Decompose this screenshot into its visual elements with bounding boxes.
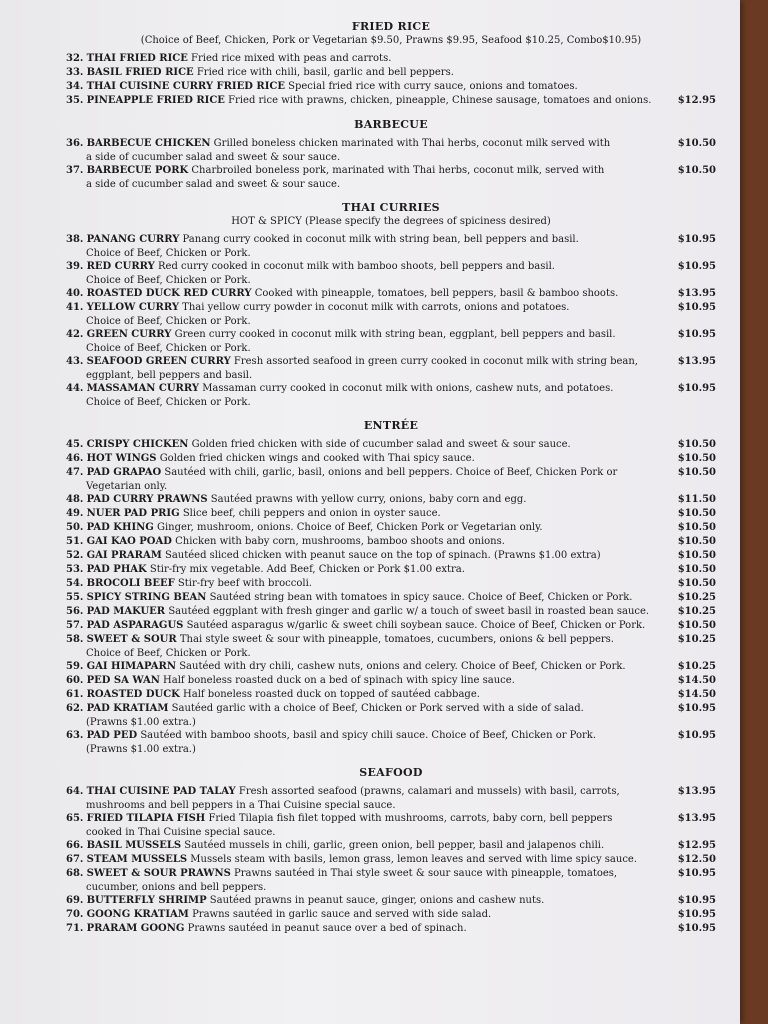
section-title: THAI CURRIES [342, 201, 440, 214]
item-name: CRISPY CHICKEN [86, 439, 189, 450]
menu-item [66, 328, 716, 342]
menu-item [66, 52, 716, 66]
item-price: $10.95 [677, 302, 716, 313]
item-description: Prawns sautéed in peanut sauce over a bed of spinach. [187, 923, 467, 934]
menu-item [66, 660, 716, 674]
item-number: 42. [66, 329, 84, 340]
menu-item [66, 674, 716, 688]
section-spacer [66, 409, 716, 419]
item-subtext: Choice of Beef, Chicken or Pork. [86, 397, 251, 408]
menu-section [66, 409, 716, 756]
item-price: $14.50 [677, 689, 716, 700]
menu-item [66, 80, 716, 94]
item-number: 38. [66, 234, 84, 245]
item-price: $10.95 [677, 234, 716, 245]
menu-item [66, 438, 716, 452]
section-title: BARBECUE [354, 118, 428, 131]
menu-section [66, 191, 716, 409]
item-name: PAD PED [86, 730, 138, 741]
item-subtext: cucumber, onions and bell peppers. [86, 882, 267, 893]
item-number: 52. [66, 550, 84, 561]
menu-item [66, 521, 716, 535]
section-note: HOT & SPICY (Please specify the degrees of spiciness desired) [231, 216, 551, 227]
menu-item [66, 619, 716, 633]
item-description: Fresh assorted seafood in green curry cooked in coconut milk with string bean, [233, 356, 638, 367]
menu-item [66, 591, 716, 605]
menu-section [66, 756, 716, 936]
item-subtext: Choice of Beef, Chicken or Pork. [86, 316, 251, 327]
item-name: BUTTERFLY SHRIMP [86, 895, 207, 906]
item-number: 61. [66, 689, 84, 700]
item-description: Slice beef, chili peppers and onion in oyster sauce. [182, 508, 441, 519]
item-number: 33. [66, 67, 84, 78]
menu-item [66, 493, 716, 507]
menu-item [66, 164, 716, 178]
item-name: PED SA WAN [86, 675, 160, 686]
item-price: $10.50 [677, 550, 716, 561]
item-name: SEAFOOD GREEN CURRY [86, 356, 231, 367]
menu-item [66, 94, 716, 108]
item-price: $10.95 [677, 261, 716, 272]
item-number: 71. [66, 923, 84, 934]
item-description: Sautéed prawns in peanut sauce, ginger, onions and cashew nuts. [209, 895, 545, 906]
item-description: Ginger, mushroom, onions. Choice of Beef, Chicken Pork or Vegetarian only. [156, 522, 543, 533]
item-subtext: Choice of Beef, Chicken or Pork. [86, 343, 251, 354]
item-price: $10.50 [677, 138, 716, 149]
menu-item [66, 839, 716, 853]
item-name: GOONG KRATIAM [86, 909, 189, 920]
item-price: $10.95 [677, 703, 716, 714]
menu-item [66, 577, 716, 591]
item-subtext: Choice of Beef, Chicken or Pork. [86, 648, 251, 659]
item-price: $10.50 [677, 536, 716, 547]
menu-item [66, 729, 716, 743]
item-description: Cooked with pineapple, tomatoes, bell peppers, basil & bamboo shoots. [254, 288, 619, 299]
item-name: SPICY STRING BEAN [86, 592, 207, 603]
item-number: 41. [66, 302, 84, 313]
item-price: $10.25 [677, 592, 716, 603]
item-subtext: Vegetarian only. [86, 481, 168, 492]
item-description: Thai yellow curry powder in coconut milk with carrots, onions and potatoes. [182, 302, 570, 313]
section-note: (Choice of Beef, Chicken, Pork or Vegetarian $9.50, Prawns $9.95, Seafood $10.25, Combo$10.95) [140, 35, 642, 46]
item-number: 55. [66, 592, 84, 603]
item-description: Red curry cooked in coconut milk with bamboo shoots, bell peppers and basil. [158, 261, 555, 272]
item-name: FRIED TILAPIA FISH [86, 813, 206, 824]
item-name: PAD MAKUER [86, 606, 166, 617]
menu-item [66, 922, 716, 936]
item-description: Sautéed mussels in chili, garlic, green onion, bell pepper, basil and jalapenos chili. [184, 840, 605, 851]
menu-item [66, 688, 716, 702]
item-description: Sautéed garlic with a choice of Beef, Chicken or Pork served with a side of salad. [171, 703, 584, 714]
item-number: 39. [66, 261, 84, 272]
item-price: $10.50 [677, 467, 716, 478]
item-number: 36. [66, 138, 84, 149]
item-subtext: a side of cucumber salad and sweet & sour sauce. [86, 179, 341, 190]
item-price: $13.95 [677, 786, 716, 797]
item-price: $10.50 [677, 564, 716, 575]
item-name: BROCOLI BEEF [86, 578, 175, 589]
item-name: STEAM MUSSELS [86, 854, 188, 865]
item-name: BASIL FRIED RICE [86, 67, 194, 78]
item-number: 62. [66, 703, 84, 714]
item-price: $10.95 [677, 909, 716, 920]
item-number: 44. [66, 383, 84, 394]
item-price: $12.50 [677, 854, 716, 865]
item-description: Golden fried chicken wings and cooked with Thai spicy sauce. [159, 453, 475, 464]
item-price: $10.50 [677, 453, 716, 464]
menu-item [66, 233, 716, 247]
item-price: $11.50 [677, 494, 716, 505]
item-price: $10.50 [677, 578, 716, 589]
menu-item [66, 785, 716, 799]
item-name: RED CURRY [86, 261, 155, 272]
menu-item [66, 812, 716, 826]
menu-item [66, 452, 716, 466]
item-number: 35. [66, 95, 84, 106]
item-subtext: Choice of Beef, Chicken or Pork. [86, 248, 251, 259]
section-spacer [66, 108, 716, 118]
item-name: PAD KHING [86, 522, 154, 533]
section-spacer [66, 191, 716, 201]
item-number: 50. [66, 522, 84, 533]
item-price: $13.95 [677, 356, 716, 367]
item-description: Fresh assorted seafood (prawns, calamari and mussels) with basil, carrots, [238, 786, 620, 797]
item-subtext: a side of cucumber salad and sweet & sour sauce. [86, 152, 341, 163]
item-subtext: cooked in Thai Cuisine special sauce. [86, 827, 276, 838]
item-description: Sautéed prawns with yellow curry, onions, baby corn and egg. [210, 494, 527, 505]
section-title: FRIED RICE [351, 20, 431, 33]
menu-item [66, 301, 716, 315]
menu-item [66, 260, 716, 274]
item-number: 45. [66, 439, 84, 450]
item-name: ROASTED DUCK [86, 689, 180, 700]
item-number: 47. [66, 467, 84, 478]
item-price: $13.95 [677, 288, 716, 299]
item-name: PAD KRATIAM [86, 703, 169, 714]
item-description: Sautéed asparagus w/garlic & sweet chili soybean sauce. Choice of Beef, Chicken or Pork. [186, 620, 646, 631]
item-name: PAD GRAPAO [86, 467, 162, 478]
item-subtext: eggplant, bell peppers and basil. [86, 370, 253, 381]
item-number: 60. [66, 675, 84, 686]
item-name: SWEET & SOUR [86, 634, 177, 645]
item-description: Charbroiled boneless pork, marinated with Thai herbs, coconut milk, served with [191, 165, 605, 176]
item-number: 37. [66, 165, 84, 176]
item-name: BARBECUE CHICKEN [86, 138, 211, 149]
item-description: Mussels steam with basils, lemon grass, lemon leaves and served with lime spicy sauce. [190, 854, 638, 865]
item-name: PAD CURRY PRAWNS [86, 494, 208, 505]
item-name: THAI CUISINE CURRY FRIED RICE [86, 81, 285, 92]
item-name: THAI CUISINE PAD TALAY [86, 786, 236, 797]
item-number: 46. [66, 453, 84, 464]
item-subtext: mushrooms and bell peppers in a Thai Cuisine special sauce. [86, 800, 396, 811]
item-price: $13.95 [677, 813, 716, 824]
item-price: $10.95 [677, 895, 716, 906]
item-price: $14.50 [677, 675, 716, 686]
item-number: 57. [66, 620, 84, 631]
item-price: $10.25 [677, 661, 716, 672]
item-description: Sautéed with dry chili, cashew nuts, onions and celery. Choice of Beef, Chicken or Pork. [179, 661, 626, 672]
item-name: NUER PAD PRIG [86, 508, 180, 519]
section-title: SEAFOOD [359, 766, 423, 779]
item-name: BASIL MUSSELS [86, 840, 182, 851]
item-number: 68. [66, 868, 84, 879]
item-number: 59. [66, 661, 84, 672]
menu-item [66, 507, 716, 521]
item-description: Thai style sweet & sour with pineapple, tomatoes, cucumbers, onions & bell peppers. [179, 634, 614, 645]
menu-item [66, 549, 716, 563]
item-description: Fried rice mixed with peas and carrots. [191, 53, 392, 64]
menu-item [66, 894, 716, 908]
section-spacer [66, 756, 716, 766]
menu-section [66, 20, 716, 108]
item-price: $10.95 [677, 329, 716, 340]
item-description: Half boneless roasted duck on topped of sautéed cabbage. [183, 689, 480, 700]
menu-item [66, 466, 716, 480]
item-number: 69. [66, 895, 84, 906]
item-name: GAI PRARAM [86, 550, 162, 561]
item-description: Half boneless roasted duck on a bed of spinach with spicy line sauce. [163, 675, 515, 686]
menu-item [66, 633, 716, 647]
item-number: 66. [66, 840, 84, 851]
item-subtext: Choice of Beef, Chicken or Pork. [86, 275, 251, 286]
menu-item [66, 563, 716, 577]
item-description: Chicken with baby corn, mushrooms, bamboo shoots and onions. [175, 536, 505, 547]
menu-item [66, 908, 716, 922]
item-price: $10.25 [677, 606, 716, 617]
item-number: 34. [66, 81, 84, 92]
menu-item [66, 137, 716, 151]
item-price: $10.95 [677, 383, 716, 394]
item-name: YELLOW CURRY [86, 302, 179, 313]
item-name: PAD ASPARAGUS [86, 620, 184, 631]
item-price: $10.50 [677, 620, 716, 631]
item-price: $10.50 [677, 439, 716, 450]
item-number: 43. [66, 356, 84, 367]
item-description: Stir-fry beef with broccoli. [177, 578, 312, 589]
item-subtext: (Prawns $1.00 extra.) [86, 717, 196, 728]
item-price: $10.50 [677, 522, 716, 533]
item-description: Massaman curry cooked in coconut milk with onions, cashew nuts, and potatoes. [202, 383, 614, 394]
item-description: Sautéed eggplant with fresh ginger and garlic w/ a touch of sweet basil in roasted bean sauce. [168, 606, 650, 617]
menu-item [66, 287, 716, 301]
menu-item [66, 535, 716, 549]
item-price: $10.95 [677, 923, 716, 934]
item-name: PAD PHAK [86, 564, 147, 575]
item-number: 40. [66, 288, 84, 299]
item-name: THAI FRIED RICE [86, 53, 188, 64]
item-description: Panang curry cooked in coconut milk with string bean, bell peppers and basil. [182, 234, 579, 245]
item-subtext: (Prawns $1.00 extra.) [86, 744, 196, 755]
item-number: 70. [66, 909, 84, 920]
menu-item [66, 605, 716, 619]
item-number: 51. [66, 536, 84, 547]
item-number: 64. [66, 786, 84, 797]
item-name: HOT WINGS [86, 453, 157, 464]
item-number: 53. [66, 564, 84, 575]
item-number: 49. [66, 508, 84, 519]
item-name: MASSAMAN CURRY [86, 383, 199, 394]
item-number: 56. [66, 606, 84, 617]
item-number: 67. [66, 854, 84, 865]
menu-item [66, 382, 716, 396]
item-number: 65. [66, 813, 84, 824]
item-description: Special fried rice with curry sauce, onions and tomatoes. [288, 81, 578, 92]
item-name: PANANG CURRY [86, 234, 180, 245]
item-description: Fried rice with chili, basil, garlic and bell peppers. [196, 67, 454, 78]
menu-content [66, 20, 716, 936]
item-price: $10.25 [677, 634, 716, 645]
menu-item [66, 355, 716, 369]
item-description: Sautéed sliced chicken with peanut sauce on the top of spinach. (Prawns $1.00 extra) [164, 550, 601, 561]
item-description: Stir-fry mix vegetable. Add Beef, Chicken or Pork $1.00 extra. [149, 564, 465, 575]
item-description: Prawns sautéed in Thai style sweet & sour sauce with pineapple, tomatoes, [234, 868, 618, 879]
item-name: PINEAPPLE FRIED RICE [86, 95, 225, 106]
item-name: BARBECUE PORK [86, 165, 189, 176]
item-number: 63. [66, 730, 84, 741]
item-number: 32. [66, 53, 84, 64]
item-name: SWEET & SOUR PRAWNS [86, 868, 231, 879]
item-description: Prawns sautéed in garlic sauce and served with side salad. [192, 909, 492, 920]
item-name: ROASTED DUCK RED CURRY [86, 288, 252, 299]
item-price: $10.50 [677, 508, 716, 519]
item-name: GAI HIMAPARN [86, 661, 177, 672]
menu-item [66, 702, 716, 716]
menu-item [66, 66, 716, 80]
item-description: Sautéed string bean with tomatoes in spicy sauce. Choice of Beef, Chicken or Pork. [209, 592, 633, 603]
item-price: $12.95 [677, 840, 716, 851]
item-number: 48. [66, 494, 84, 505]
item-description: Golden fried chicken with side of cucumber salad and sweet & sour sauce. [191, 439, 571, 450]
item-price: $12.95 [677, 95, 716, 106]
item-description: Fried Tilapia fish filet topped with mushrooms, carrots, baby corn, bell peppers [208, 813, 613, 824]
item-price: $10.95 [677, 730, 716, 741]
item-description: Fried rice with prawns, chicken, pineapple, Chinese sausage, tomatoes and onions. [228, 95, 652, 106]
item-name: GAI KAO POAD [86, 536, 172, 547]
item-description: Sautéed with bamboo shoots, basil and spicy chili sauce. Choice of Beef, Chicken or Pork. [140, 730, 597, 741]
item-name: PRARAM GOONG [86, 923, 185, 934]
item-number: 54. [66, 578, 84, 589]
item-description: Grilled boneless chicken marinated with Thai herbs, coconut milk served with [213, 138, 611, 149]
item-number: 58. [66, 634, 84, 645]
menu-section [66, 108, 716, 191]
item-name: GREEN CURRY [86, 329, 172, 340]
section-title: ENTRÉE [363, 419, 419, 432]
menu-item [66, 853, 716, 867]
item-description: Sautéed with chili, garlic, basil, onions and bell peppers. Choice of Beef, Chicken Pork or [164, 467, 618, 478]
item-description: Green curry cooked in coconut milk with string bean, eggplant, bell peppers and basil. [174, 329, 616, 340]
menu-item [66, 867, 716, 881]
item-price: $10.50 [677, 165, 716, 176]
item-price: $10.95 [677, 868, 716, 879]
